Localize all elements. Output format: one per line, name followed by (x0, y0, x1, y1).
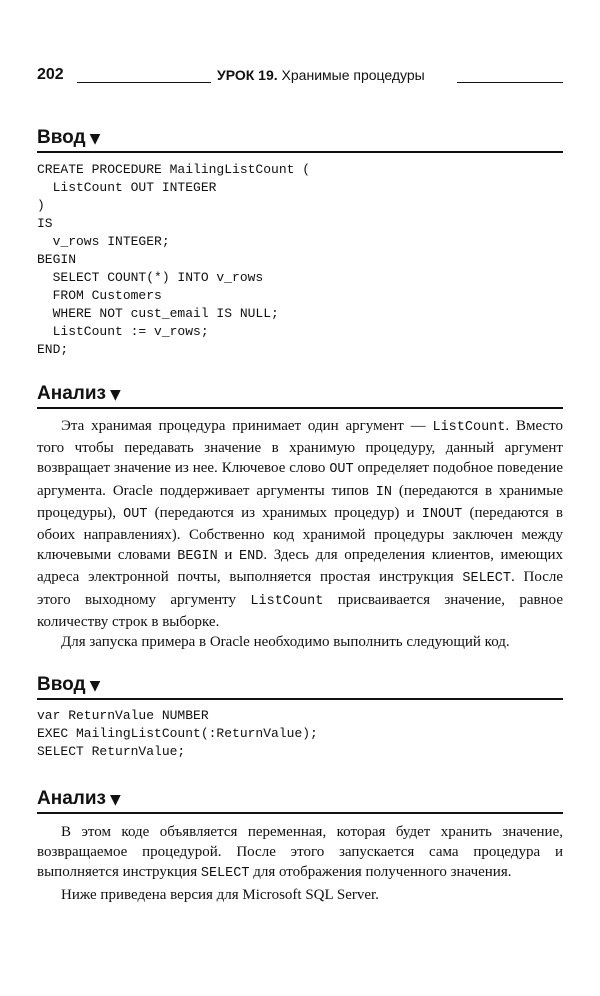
section-label: Анализ (37, 788, 106, 809)
code-line: EXEC MailingListCount(:ReturnValue); (37, 726, 318, 741)
code-line: v_rows INTEGER; (37, 234, 170, 249)
inline-code: INOUT (421, 506, 463, 522)
paragraph (37, 822, 563, 885)
triangle-down-icon: ▼ (109, 792, 121, 808)
page-number: 202 (37, 66, 64, 83)
analysis-text-1 (37, 416, 563, 652)
text-run: . После этого выходному аргументу (37, 569, 564, 608)
paragraph: Ниже приведена версия для Microsoft SQL Server. (61, 886, 379, 903)
analysis-text-2 (37, 822, 563, 905)
triangle-down-icon: ▼ (89, 678, 101, 694)
analysis-heading-1 (37, 383, 563, 409)
header-rule-left (77, 82, 211, 83)
inline-code: ListCount (432, 420, 506, 435)
analysis-heading-2 (37, 788, 563, 814)
text-run: . Здесь для определения клиентов, имеющих адреса электронной почты, выполняется простая инструкция (37, 547, 563, 586)
code-line: BEGIN (37, 252, 77, 267)
lesson-label: УРОК 19. (217, 67, 278, 83)
code-line: ) (37, 198, 45, 213)
code-block-2 (37, 707, 563, 761)
text-run: (передаются из хранимых процедур) и (147, 504, 422, 521)
code-line: ListCount := v_rows; (37, 324, 209, 339)
text-run: Эта хранимая процедура принимает один аргумент — (61, 418, 433, 434)
inline-code: IN (375, 484, 392, 500)
inline-code: SELECT (462, 571, 511, 587)
section-label: Анализ (37, 383, 106, 404)
code-line: var ReturnValue NUMBER (37, 708, 209, 723)
header-rule-right (457, 82, 563, 83)
chapter-name: Хранимые процедуры (281, 67, 425, 83)
code-line: SELECT COUNT(*) INTO v_rows (37, 270, 264, 285)
input-heading-1 (37, 127, 563, 153)
code-line: CREATE PROCEDURE MailingListCount ( (37, 162, 311, 177)
text-run: и (217, 547, 240, 564)
section-label: Ввод (37, 674, 86, 695)
section-label: Ввод (37, 127, 86, 148)
code-line: SELECT ReturnValue; (37, 744, 186, 759)
code-line: ListCount OUT INTEGER (37, 180, 217, 195)
text-run: (передаются в хранимые процедуры), (37, 482, 563, 521)
inline-code: END (239, 549, 264, 565)
inline-code: ListCount (250, 593, 324, 609)
triangle-down-icon: ▼ (109, 387, 121, 403)
chapter-title (217, 67, 425, 83)
inline-code: BEGIN (177, 549, 218, 565)
text-run: (передаются в обоих направлениях). Собственно код хранимой процедуры заключен между ключевыми словами (37, 504, 563, 564)
text-run: для отображения полученного значения. (249, 864, 512, 881)
triangle-down-icon: ▼ (89, 131, 101, 147)
inline-code: SELECT (200, 866, 250, 882)
text-run: В этом коде объявляется переменная, которая будет хранить значение, возвращаемое процедурой. После этого запускается сама процедура и выполняется инструкция (37, 824, 563, 881)
text-run: . Вместо того чтобы передавать значение в хранимую процедуру, данный аргумент возвращает значение из нее. Ключевое слово (37, 418, 564, 477)
paragraph (37, 416, 563, 632)
code-line: END; (37, 342, 69, 357)
text-run: присваивается значение, равное количеству строк в выборке. (37, 591, 564, 630)
paragraph: Для запуска примера в Oracle необходимо выполнить следующий код. (61, 634, 510, 651)
input-heading-2 (37, 674, 563, 700)
text-run: определяет подобное поведение аргумента. Oracle поддерживает аргументы типов (37, 460, 563, 499)
code-line: WHERE NOT cust_email IS NULL; (37, 306, 279, 321)
running-header (37, 66, 563, 88)
inline-code: OUT (329, 462, 354, 478)
code-block-1 (37, 161, 563, 359)
inline-code: OUT (123, 506, 148, 522)
code-line: FROM Customers (37, 288, 162, 303)
code-line: IS (37, 216, 53, 231)
